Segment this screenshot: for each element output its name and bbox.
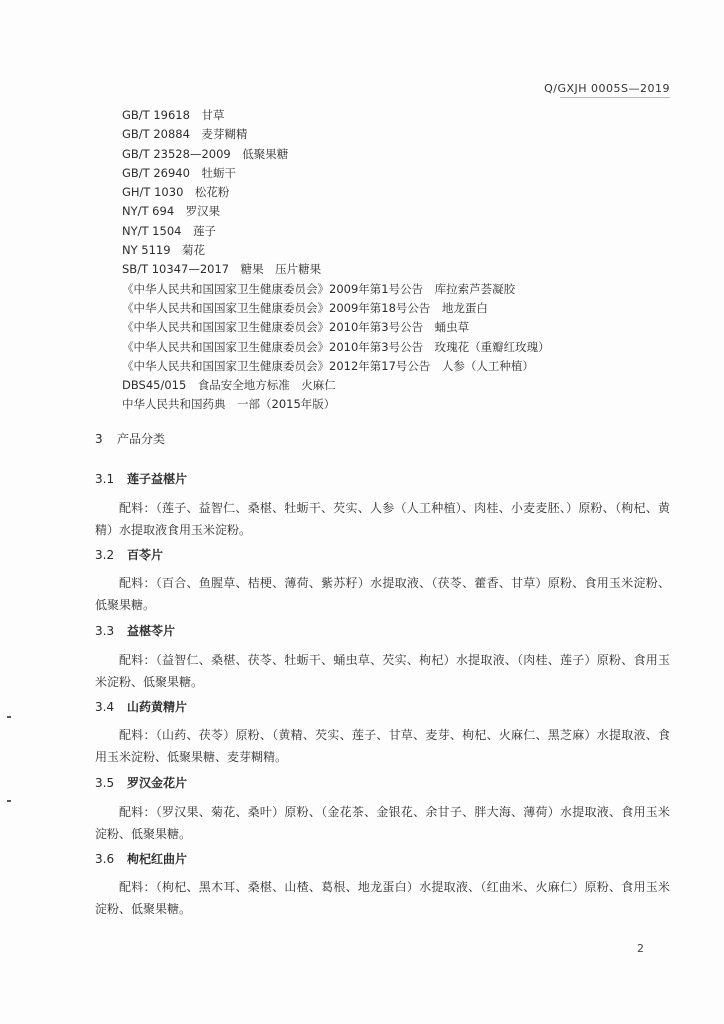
product-heading (95, 698, 187, 715)
reference-item: SB/T 10347—2017 糖果 压片糖果 (122, 262, 322, 277)
reference-item: NY 5119 菊花 (122, 243, 206, 258)
product-heading (95, 622, 175, 639)
product-formula: 配料：（罗汉果、菊花、桑叶）原粉、（金花茶、金银花、余甘子、胖大海、薄荷）水提取液、食用玉米淀粉、低聚果糖。 (95, 805, 670, 841)
reference-item: 《中华人民共和国国家卫生健康委员会》2009年第1号公告 库拉索芦荟凝胶 (122, 281, 516, 296)
section-number: 3 (95, 432, 103, 446)
product-title: 百苓片 (127, 548, 164, 562)
product-formula: 配料：（莲子、益智仁、桑椹、牡蛎干、芡实、人参（人工种植）、肉桂、小麦麦胚、）原粉、（枸杞、黄精）水提取液食用玉米淀粉。 (95, 501, 670, 537)
page-number: 2 (637, 942, 644, 955)
reference-item: 《中华人民共和国国家卫生健康委员会》2012年第17号公告 人参（人工种植） (122, 358, 534, 373)
header-rule (560, 97, 670, 98)
reference-item: 《中华人民共和国国家卫生健康委员会》2010年第3号公告 玫瑰花（重瓣红玫瑰） (122, 339, 550, 354)
product-number: 3.3 (95, 624, 115, 638)
product-title: 枸杞红曲片 (127, 852, 188, 866)
product-number: 3.2 (95, 548, 115, 562)
reference-item: DBS45/015 食品安全地方标准 火麻仁 (122, 378, 336, 393)
product-number: 3.4 (95, 700, 115, 714)
product-heading (95, 546, 163, 563)
normative-references-list (122, 106, 682, 415)
reference-item: GB/T 20884 麦芽糊精 (122, 127, 248, 142)
product-heading (95, 774, 187, 791)
product-title: 罗汉金花片 (127, 776, 188, 790)
product-title: 莲子益椹片 (127, 472, 188, 486)
product-number: 3.5 (95, 776, 115, 790)
product-formula: 配料：（山药、茯苓）原粉、（黄精、芡实、莲子、甘草、麦芽、枸杞、火麻仁、黑芝麻）水提取液、食用玉米淀粉、低聚果糖、麦芽糊精。 (95, 728, 670, 764)
reference-item: GB/T 26940 牡蛎干 (122, 165, 236, 180)
reference-item: GB/T 23528—2009 低聚果糖 (122, 146, 289, 161)
product-number: 3.1 (95, 472, 115, 486)
product-formula: 配料：（枸杞、黑木耳、桑椹、山楂、葛根、地龙蛋白）水提取液、（红曲米、火麻仁）原粉、食用玉米淀粉、低聚果糖。 (95, 880, 670, 916)
scan-margin-mark (7, 716, 11, 718)
scan-margin-mark (7, 800, 11, 802)
reference-item: NY/T 694 罗汉果 (122, 204, 221, 219)
product-heading (95, 850, 187, 867)
reference-item: GB/T 19618 甘草 (122, 108, 225, 122)
product-title: 山药黄精片 (127, 700, 188, 714)
reference-item: GH/T 1030 松花粉 (122, 185, 230, 200)
product-heading (95, 470, 187, 487)
product-formula: 配料：（益智仁、桑椹、茯苓、牡蛎干、蛹虫草、芡实、枸杞）水提取液、（肉桂、莲子）原粉、食用玉米淀粉、低聚果糖。 (95, 653, 670, 689)
reference-item: NY/T 1504 莲子 (122, 223, 216, 238)
reference-item: 中华人民共和国药典 一部（2015年版） (122, 397, 336, 412)
reference-item: 《中华人民共和国国家卫生健康委员会》2010年第3号公告 蛹虫草 (122, 320, 470, 335)
reference-item: 《中华人民共和国国家卫生健康委员会》2009年第18号公告 地龙蛋白 (122, 300, 488, 315)
document-code: Q/GXJH 0005S—2019 (544, 82, 670, 95)
product-title: 益椹苓片 (127, 624, 176, 638)
product-formula: 配料：（百合、鱼腥草、桔梗、薄荷、紫苏籽）水提取液、（茯苓、藿香、甘草）原粉、食用玉米淀粉、低聚果糖。 (95, 576, 670, 612)
section-heading (95, 430, 165, 447)
section-title: 产品分类 (117, 432, 166, 446)
product-number: 3.6 (95, 852, 115, 866)
